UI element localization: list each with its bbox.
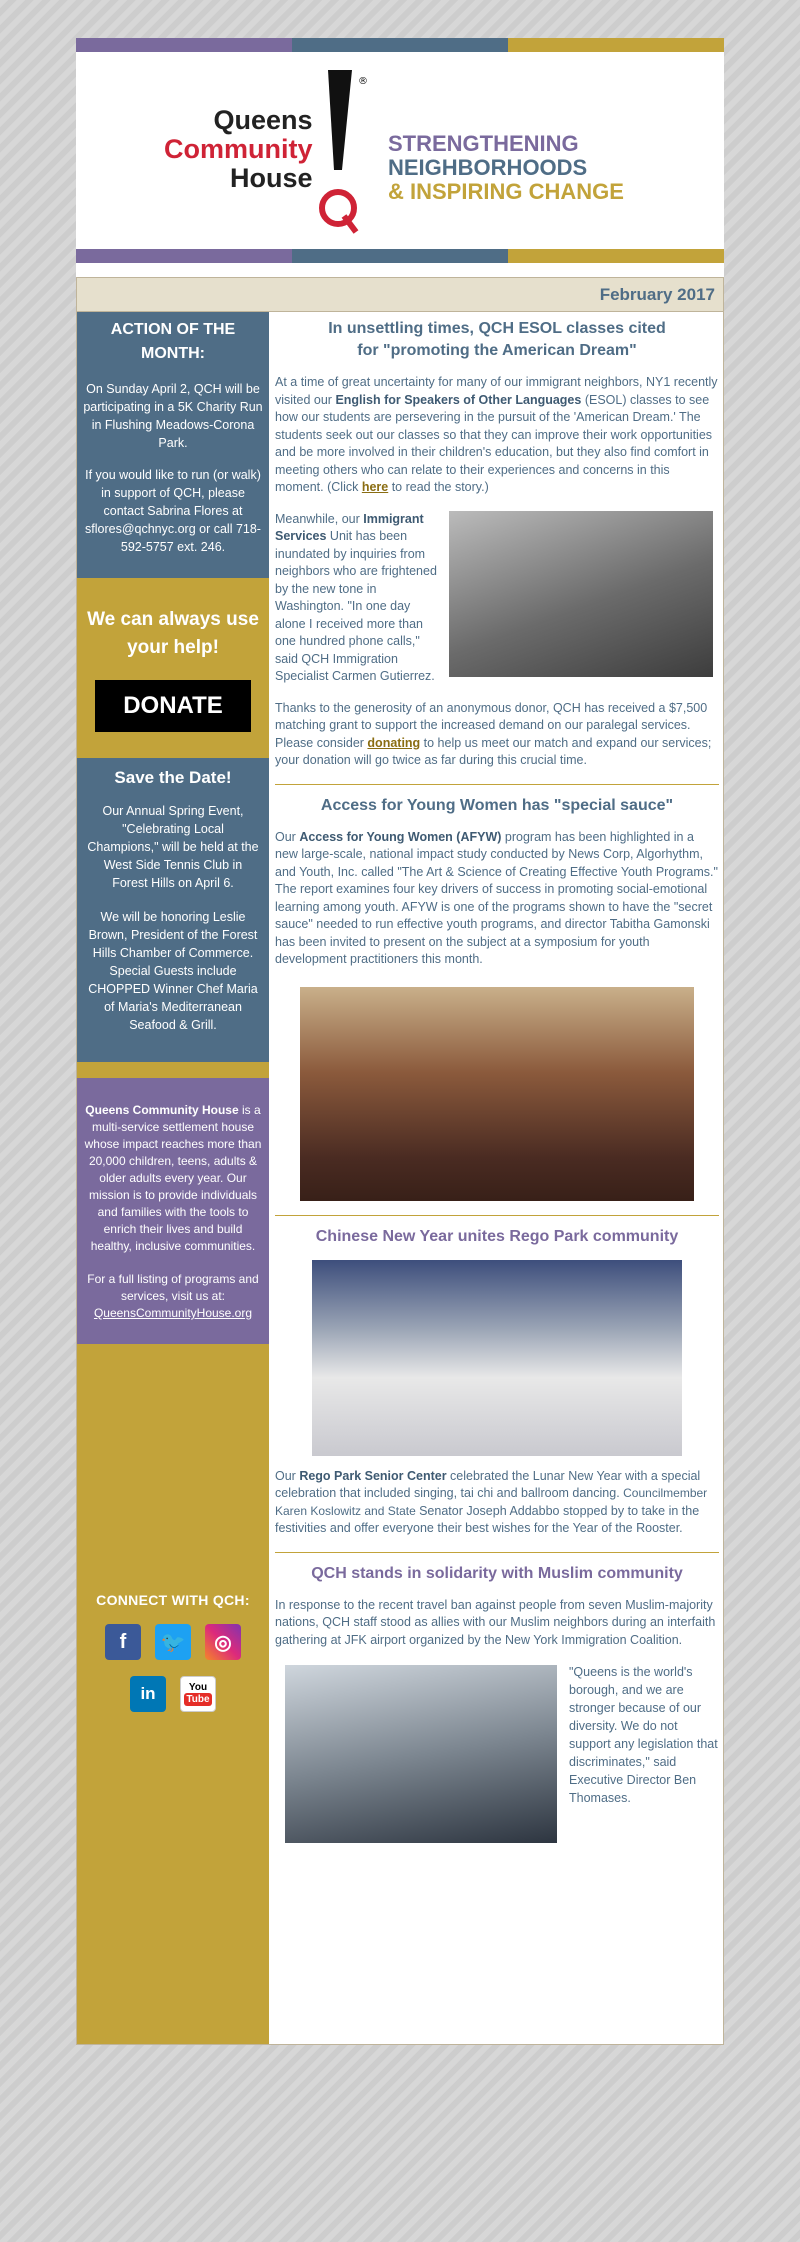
main-column bbox=[269, 312, 723, 2044]
sidebar bbox=[77, 312, 269, 2044]
article-paragraph: Thanks to the generosity of an anonymous donor, QCH has received a $7,500 matching grant to support the increased demand on our paralegal services. Please consider donating to help us meet our match and expand our services; your donation will go twice as far during this crucial time. bbox=[275, 700, 712, 767]
save-text: We will be honoring Leslie Brown, President of the Forest Hills Chamber of Commerce. Special Guests include CHOPPED Winner Chef Maria of Maria's Mediterranean Seafood & Grill. bbox=[88, 910, 258, 1032]
article-paragraph: At a time of great uncertainty for many of our immigrant neighbors, NY1 recently visited our English for Speakers of Other Languages (ESOL) classes to see how our students are persevering in the pursuit of the 'American Dream.' The students seek out our classes so that they can improve their work opportunities and be more involved in their children's education, but they also find comfort in meeting others who can relate to their experiences and concerns in this moment. (Click here to read the story.) bbox=[275, 375, 718, 494]
logo-line: House bbox=[229, 163, 313, 193]
svg-text:®: ® bbox=[358, 76, 368, 87]
article-title: Access for Young Women has "special sauce" bbox=[320, 796, 674, 814]
article-title: QCH stands in solidarity with Muslim community bbox=[311, 1564, 683, 1582]
bottom-color-stripe bbox=[76, 249, 724, 263]
twitter-icon[interactable]: 🐦 bbox=[155, 1624, 191, 1660]
action-text: On Sunday April 2, QCH will be participating in a 5K Charity Run in Flushing Meadows-Corona Park. bbox=[83, 382, 263, 450]
facebook-icon[interactable]: f bbox=[105, 1624, 141, 1660]
director-quote: "Queens is the world's borough, and we are stronger because of our diversity. We do not support any legislation that discriminates," said Executive Director Ben Thomases. bbox=[569, 1665, 718, 1805]
website-link[interactable]: QueensCommunityHouse.org bbox=[93, 1306, 253, 1320]
article-paragraph: Our Rego Park Senior Center celebrated the Lunar New Year with a special celebration that included singing, tai chi and ballroom dancing. Councilmember Karen Koslowitz and State Senator Joseph Addabbo stopped by to take in the festivities and offer everyone their best wishes for the Year of the Rooster. bbox=[275, 1468, 708, 1535]
save-title: Save the Date! bbox=[114, 768, 232, 787]
qch-logo-text[interactable] bbox=[164, 106, 313, 193]
top-color-stripe bbox=[76, 38, 724, 52]
qch-logo-mark-icon bbox=[308, 70, 382, 240]
action-of-month-panel bbox=[77, 312, 269, 578]
here-link[interactable]: here bbox=[361, 480, 389, 494]
divider bbox=[275, 784, 719, 785]
donate-button[interactable]: DONATE bbox=[95, 680, 251, 732]
tagline-line: NEIGHBORHOODS bbox=[388, 155, 588, 180]
article-paragraph: In response to the recent travel ban against people from seven Muslim-majority nations, QCH staff stood as allies with our Muslim neighbors during an interfaith gathering at JFK airport organized by the New York Immigration Coalition. bbox=[275, 1597, 716, 1647]
instagram-icon[interactable]: ◎ bbox=[205, 1624, 241, 1660]
linkedin-icon[interactable]: in bbox=[130, 1676, 166, 1712]
tagline bbox=[388, 132, 624, 204]
donating-link[interactable]: donating bbox=[367, 735, 421, 750]
afyw-group-photo bbox=[300, 987, 694, 1201]
logo-line: Queens bbox=[213, 105, 313, 135]
donate-panel bbox=[77, 578, 269, 758]
newsletter bbox=[76, 38, 724, 2045]
youtube-icon[interactable]: You Tube bbox=[180, 1676, 216, 1712]
article-paragraph: Our Access for Young Women (AFYW) program has been highlighted in a new large-scale, national impact study conducted by News Corp, Algorhythm, and Youth, Inc. called "The Art & Science of Creating Effective Youth Programs." The report examines four key drivers of success in promoting social-emotional learning among youth. AFYW is one of the programs shown to have the "secret sauce" needed to run effective youth programs, and director Tabitha Gamonski has been invited to present on the subject at a symposium for youth development practitioners this month. bbox=[275, 829, 718, 966]
action-text: If you would like to run (or walk) in support of QCH, please contact Sabrina Flores at sflores@qchnyc.org or call 718-592-5757 ext. 246. bbox=[85, 468, 261, 554]
about-visit-text: For a full listing of programs and services, visit us at: bbox=[87, 1272, 259, 1303]
content-box bbox=[76, 277, 724, 2045]
lunar-new-year-photo bbox=[312, 1260, 682, 1456]
article-title bbox=[275, 318, 719, 362]
about-text bbox=[83, 1102, 263, 1255]
title-line: for "promoting the American Dream" bbox=[357, 342, 637, 359]
esol-class-photo bbox=[449, 511, 713, 677]
divider bbox=[275, 1552, 719, 1553]
save-text: Our Annual Spring Event, "Celebrating Local Champions," will be held at the West Side Tennis Club in Forest Hills on April 6. bbox=[87, 804, 259, 890]
connect-title: CONNECT WITH QCH: bbox=[96, 1592, 250, 1608]
logo-line: Community bbox=[164, 134, 313, 164]
article-title: Chinese New Year unites Rego Park community bbox=[315, 1227, 679, 1245]
about-panel bbox=[77, 1078, 269, 1344]
title-line: In unsettling times, QCH ESOL classes cited bbox=[328, 320, 666, 337]
about-org-name: Queens Community House bbox=[85, 1103, 239, 1117]
article-paragraph: Meanwhile, our Immigrant Services Unit has been inundated by inquiries from neighbors who are frightened by the new tone in Washington. "In one day alone I received more than one hundred phone calls," said QCH Immigration Specialist Carmen Gutierrez. bbox=[275, 511, 437, 683]
about-description: is a multi-service settlement house whose impact reaches more than 20,000 children, teens, adults & older adults every year. Our mission is to provide individuals and families with the tools to enrich their lives and build healthy, inclusive communities. bbox=[84, 1103, 262, 1253]
action-title: ACTION OF THE MONTH: bbox=[110, 321, 236, 362]
tagline-line: & INSPIRING CHANGE bbox=[388, 179, 624, 204]
issue-date: February 2017 bbox=[77, 278, 723, 312]
tagline-line: STRENGTHENING bbox=[388, 131, 579, 156]
header bbox=[76, 52, 724, 249]
help-title: We can always use your help! bbox=[87, 609, 259, 658]
divider bbox=[275, 1215, 719, 1216]
save-the-date-panel bbox=[77, 758, 269, 1062]
connect-panel bbox=[77, 1344, 269, 2044]
jfk-rally-photo bbox=[285, 1665, 557, 1843]
